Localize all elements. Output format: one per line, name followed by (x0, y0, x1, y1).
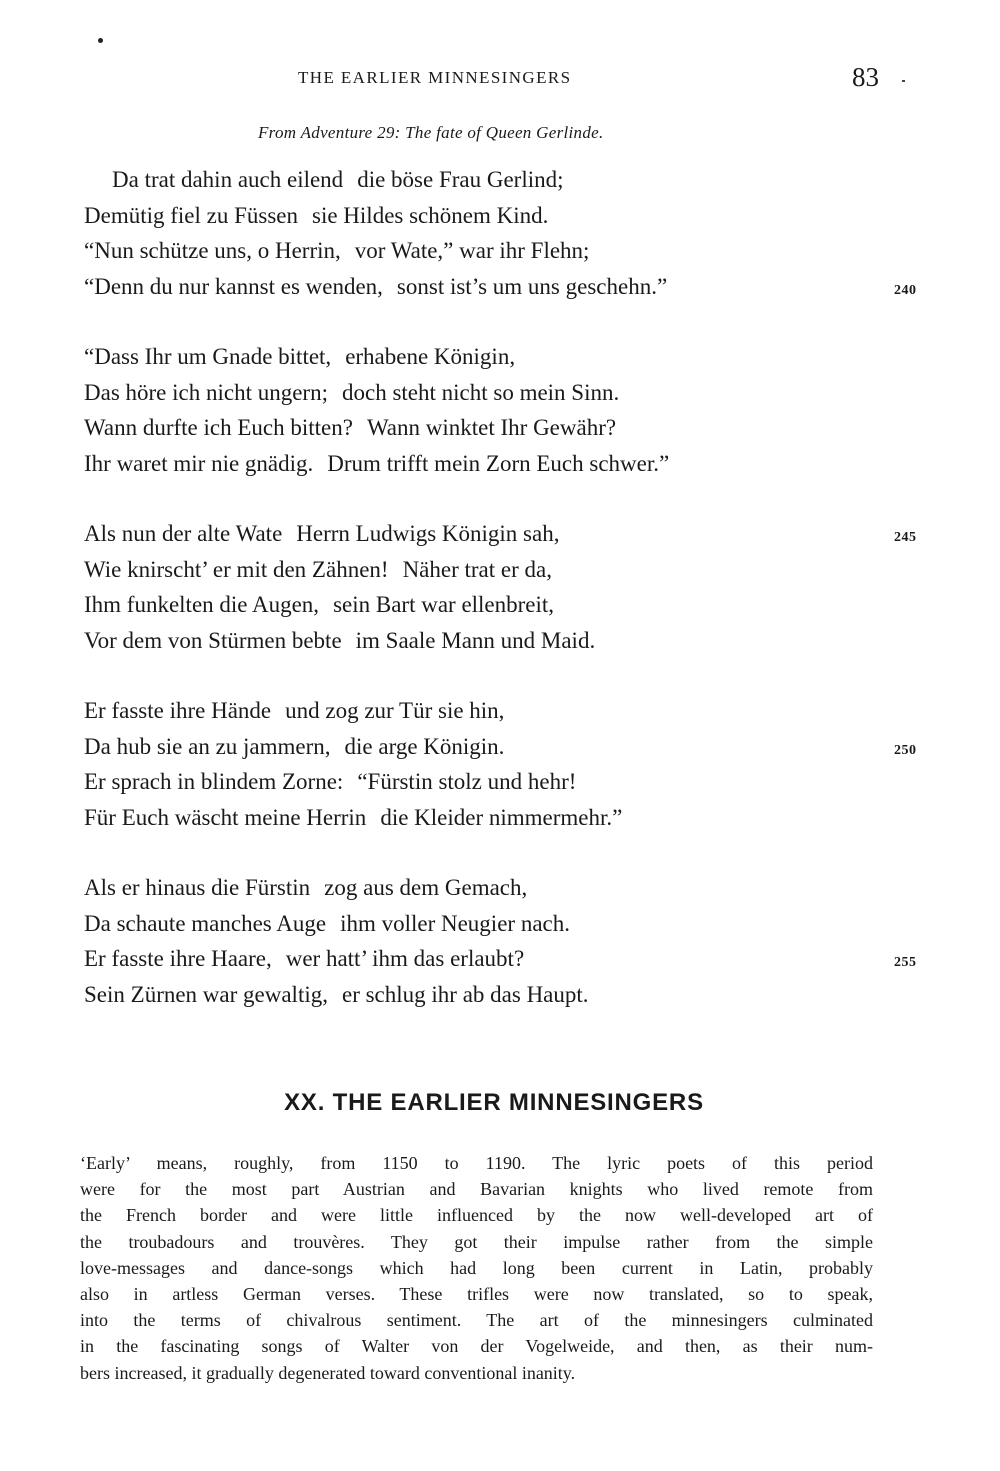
verse-text (84, 764, 576, 800)
verse-first-half: Wie knirscht’ er mit den Zähnen! (84, 556, 389, 582)
section-heading: XX. THE EARLIER MINNESINGERS (284, 1089, 704, 1116)
verse-text (84, 870, 527, 906)
verse-second-half: erhabene Königin, (345, 344, 516, 369)
page-number: 83 (852, 62, 879, 92)
intro-line: were for the most part Austrian and Bavarian knights who lived remote from (80, 1179, 873, 1200)
verse-second-half: im Saale Mann und Maid. (355, 627, 596, 653)
verse-second-half: die Kleider nimmermehr.” (380, 804, 623, 830)
verse-first-half: “Denn du nur kannst es wenden, (84, 273, 383, 299)
verse-second-half: und zog zur Tür sie hin, (285, 698, 505, 723)
verse-second-half: doch steht nicht so mein Sinn. (341, 379, 620, 405)
verse-line (0, 410, 968, 446)
verse-line (0, 729, 968, 765)
stanza (0, 516, 968, 658)
print-speck (98, 38, 103, 43)
verse-text (84, 375, 619, 411)
verse-line (0, 587, 968, 623)
verse-first-half: Wann durfte ich Euch bitten? (84, 415, 353, 440)
intro-line: ‘Early’ means, roughly, from 1150 to 1190. The lyric poets of this period (80, 1153, 873, 1173)
stanza (0, 693, 968, 835)
verse-line (0, 623, 968, 659)
verse-line (0, 977, 968, 1013)
running-head (0, 62, 968, 96)
verse-text (84, 233, 589, 269)
excerpt-subtitle: From Adventure 29: The fate of Queen Gerlinde. (258, 123, 604, 142)
verse-second-half: sein Bart war ellenbreit, (333, 592, 555, 617)
verse-first-half: Er sprach in blindem Zorne: (84, 769, 344, 794)
verse-first-half: Demütig fiel zu Füssen (84, 202, 298, 228)
intro-line: also in artless German verses. These trifles were now translated, so to speak, (80, 1283, 873, 1304)
verse-second-half: zog aus dem Gemach, (324, 875, 528, 900)
verse-text (84, 269, 667, 305)
verse-line (0, 870, 968, 906)
verse-first-half: Für Euch wäscht meine Herrin (84, 804, 367, 830)
verse-text (84, 552, 552, 588)
intro-line: the French border and were little influenced by the now well-developed art of (80, 1205, 873, 1226)
verse-first-half: Sein Zürnen war gewaltig, (84, 981, 328, 1007)
verse-second-half: wer hatt’ ihm das erlaubt? (285, 946, 525, 971)
verse-first-half: Ihm funkelten die Augen, (84, 592, 320, 617)
verse-text (84, 941, 524, 977)
verse-second-half: die arge Königin. (344, 733, 505, 759)
verse-second-half: er schlug ihr ab das Haupt. (341, 981, 589, 1007)
verse-line (0, 269, 968, 305)
stanza (0, 162, 968, 304)
verse-text (84, 516, 559, 552)
verse-first-half: Als er hinaus die Fürstin (84, 875, 311, 900)
verse-text (84, 410, 616, 446)
verse-text (84, 906, 570, 942)
verse-line (0, 375, 968, 411)
verse-second-half: sie Hildes schönem Kind. (312, 202, 549, 228)
line-number: 250 (894, 742, 917, 758)
verse-first-half: Da schaute manches Auge (84, 910, 327, 936)
verse-first-half: Er fasste ihre Haare, (84, 946, 272, 971)
verse-first-half: Als nun der alte Wate (84, 521, 283, 546)
intro-line: the troubadours and trouvères. They got their impulse rather from the simple (80, 1231, 873, 1252)
verse-line (0, 764, 968, 800)
verse-text (84, 977, 589, 1013)
verse-second-half: Herrn Ludwigs Königin sah, (296, 521, 560, 546)
verse-text (84, 339, 515, 375)
poem (0, 162, 968, 1047)
verse-first-half: Da trat dahin auch eilend (112, 167, 344, 192)
verse-second-half: ihm voller Neugier nach. (340, 910, 570, 936)
verse-text (112, 162, 564, 198)
verse-line (0, 162, 968, 198)
verse-text (84, 446, 669, 482)
line-number: 240 (894, 282, 917, 298)
verse-second-half: Wann winktet Ihr Gewähr? (366, 415, 617, 440)
verse-line (0, 198, 968, 234)
verse-first-half: “Nun schütze uns, o Herrin, (84, 238, 341, 263)
intro-line: bers increased, it gradually degenerated toward conventional inanity. (80, 1362, 576, 1383)
verse-text (84, 587, 554, 623)
verse-line (0, 446, 968, 482)
line-number: 245 (894, 530, 917, 545)
verse-first-half: Das höre ich nicht ungern; (84, 379, 328, 405)
verse-line (0, 516, 968, 552)
verse-second-half: vor Wate,” war ihr Flehn; (354, 238, 590, 263)
intro-line: love-messages and dance-songs which had long been current in Latin, probably (80, 1257, 873, 1278)
verse-line (0, 552, 968, 588)
verse-first-half: Er fasste ihre Hände (84, 698, 272, 723)
verse-second-half: die böse Frau Gerlind; (357, 167, 564, 192)
verse-first-half: Vor dem von Stürmen bebte (84, 627, 342, 653)
verse-first-half: “Dass Ihr um Gnade bittet, (84, 344, 332, 369)
verse-line (0, 941, 968, 977)
verse-text (84, 623, 595, 659)
verse-line (0, 800, 968, 836)
verse-line (0, 906, 968, 942)
intro-line: into the terms of chivalrous sentiment. The art of the minnesingers culminated (80, 1310, 873, 1331)
section-intro (80, 1150, 873, 1386)
verse-line (0, 233, 968, 269)
verse-second-half: sonst ist’s um uns geschehn.” (396, 273, 668, 299)
verse-text (84, 800, 622, 836)
verse-line (0, 693, 968, 729)
verse-first-half: Ihr waret mir nie gnädig. (84, 450, 314, 476)
running-title: THE EARLIER MINNESINGERS (298, 68, 572, 87)
verse-first-half: Da hub sie an zu jammern, (84, 733, 331, 759)
verse-text (84, 693, 504, 729)
stanza (0, 870, 968, 1012)
verse-text (84, 198, 548, 234)
verse-second-half: “Fürstin stolz und hehr! (357, 769, 577, 794)
line-number: 255 (894, 955, 917, 970)
verse-second-half: Drum trifft mein Zorn Euch schwer.” (327, 450, 670, 476)
verse-second-half: Näher trat er da, (402, 556, 552, 582)
intro-line: in the fascinating songs of Walter von der Vogelweide, and then, as their num- (80, 1336, 873, 1357)
stanza (0, 339, 968, 481)
verse-line (0, 339, 968, 375)
verse-text (84, 729, 504, 765)
